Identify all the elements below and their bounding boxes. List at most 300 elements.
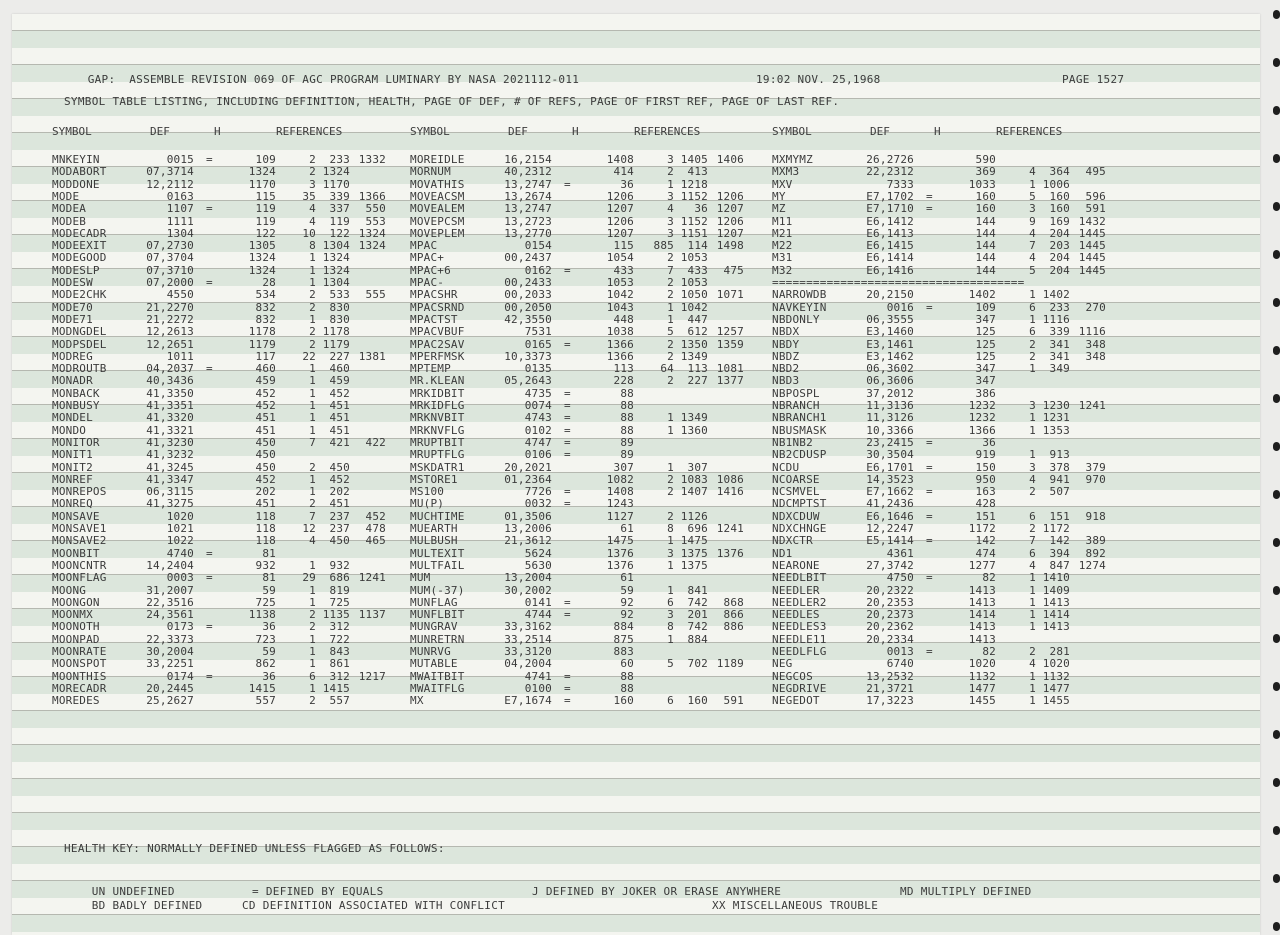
- cell-symbol: MU(P): [410, 497, 445, 511]
- cell-first: 113: [687, 362, 708, 376]
- cell-symbol: MPTEMP: [410, 362, 451, 376]
- cell-symbol: MOVATHIS: [410, 177, 465, 191]
- cell-page: 919: [975, 448, 996, 462]
- cell-symbol: MRKIDBIT: [410, 386, 465, 400]
- cell-first: 421: [329, 435, 350, 449]
- feed-hole: [1273, 586, 1280, 595]
- cell-last: 1241: [716, 522, 744, 535]
- cell-page: 1042: [606, 288, 634, 302]
- cell-page: 115: [255, 189, 276, 203]
- cell-health: =: [206, 546, 213, 560]
- cell-first: 160: [1049, 202, 1070, 216]
- cell-symbol: NCOARSE: [772, 472, 820, 486]
- cell-symbol: NEEDLBIT: [772, 571, 827, 585]
- cell-nrefs: 4: [1029, 472, 1036, 486]
- cell-def: 7726: [524, 485, 552, 499]
- cell-def: 22,3516: [146, 595, 194, 609]
- cell-page: 1413: [968, 632, 996, 646]
- cell-symbol: NEEDLFLG: [772, 645, 827, 658]
- cell-last: 866: [723, 608, 744, 622]
- cell-first: 204: [1049, 263, 1070, 277]
- cell-symbol: NARROWDB: [772, 288, 827, 302]
- cell-first: 1349: [680, 411, 708, 425]
- tractor-feed-holes: [1270, 0, 1280, 935]
- cell-nrefs: 1: [309, 276, 316, 289]
- cell-page: 1038: [606, 325, 634, 339]
- cell-def: 1011: [166, 349, 194, 363]
- cell-nrefs: 1: [309, 558, 316, 572]
- cell-nrefs: 1: [1029, 177, 1036, 191]
- cell-def: 30,2002: [504, 583, 552, 597]
- cell-page: 1413: [968, 583, 996, 597]
- cell-page: 82: [982, 571, 996, 585]
- cell-symbol: MODNGDEL: [52, 325, 107, 339]
- feed-hole: [1273, 922, 1280, 931]
- cell-symbol: NDXCDUW: [772, 509, 820, 523]
- cell-symbol: NBDX: [772, 325, 800, 339]
- cell-first: 1132: [1042, 669, 1070, 683]
- cell-nrefs: 2: [667, 374, 674, 388]
- cell-nrefs: 2: [309, 608, 316, 622]
- cell-symbol: MOONMX: [52, 608, 93, 622]
- cell-first: 1353: [1042, 423, 1070, 437]
- cell-first: 1405: [680, 153, 708, 166]
- cell-first: 460: [329, 362, 350, 376]
- cell-nrefs: 1: [309, 312, 316, 326]
- cell-symbol: NDCMPTST: [772, 497, 827, 511]
- cell-page: 88: [620, 423, 634, 437]
- table-row: [12, 474, 1260, 486]
- cell-first: 452: [329, 472, 350, 486]
- cell-page: 125: [975, 325, 996, 339]
- cell-health: =: [926, 571, 933, 585]
- cell-first: 202: [329, 485, 350, 499]
- cell-nrefs: 2: [309, 460, 316, 474]
- cell-nrefs: 2: [1029, 645, 1036, 658]
- cell-last: 495: [1085, 165, 1106, 179]
- cell-page: 1324: [248, 263, 276, 277]
- cell-def: 6740: [886, 657, 914, 671]
- cell-page: 884: [613, 620, 634, 634]
- cell-first: 1053: [680, 276, 708, 289]
- cell-page: 1127: [606, 509, 634, 523]
- cell-nrefs: 6: [309, 669, 316, 683]
- cell-page: 1054: [606, 251, 634, 265]
- cell-nrefs: 1: [309, 411, 316, 425]
- cell-nrefs: 1: [667, 534, 674, 548]
- cell-nrefs: 2: [1029, 522, 1036, 535]
- cell-last: 1257: [716, 325, 744, 339]
- cell-first: 1152: [680, 214, 708, 228]
- cell-first: 341: [1049, 349, 1070, 363]
- cell-page: 109: [975, 300, 996, 314]
- table-row: [12, 646, 1260, 658]
- cell-nrefs: 3: [667, 608, 674, 622]
- cell-first: 830: [329, 300, 350, 314]
- cell-page: 60: [620, 657, 634, 671]
- table-row: [12, 486, 1260, 498]
- cell-health: =: [926, 509, 933, 523]
- cell-page: 117: [255, 349, 276, 363]
- cell-nrefs: 8: [667, 620, 674, 634]
- cell-page: 160: [975, 189, 996, 203]
- cell-def: 0003: [166, 571, 194, 585]
- cell-last: 1416: [716, 485, 744, 499]
- cell-def: 22,2312: [866, 165, 914, 179]
- cell-def: 0013: [886, 645, 914, 658]
- cell-nrefs: 1: [1029, 362, 1036, 376]
- cell-def: 07,2000: [146, 276, 194, 289]
- cell-nrefs: 29: [302, 571, 316, 585]
- table-row: [12, 511, 1260, 523]
- cell-health: =: [206, 620, 213, 634]
- cell-def: 0163: [166, 189, 194, 203]
- cell-symbol: MUNRVG: [410, 645, 451, 658]
- cell-page: 118: [255, 534, 276, 548]
- cell-nrefs: 1: [667, 411, 674, 425]
- cell-nrefs: 1: [309, 251, 316, 265]
- cell-health: =: [564, 669, 571, 683]
- cell-def: 33,3162: [504, 620, 552, 634]
- cell-symbol: MSKDATR1: [410, 460, 465, 474]
- feed-hole: [1273, 778, 1280, 787]
- cell-nrefs: 3: [1029, 399, 1036, 412]
- cell-symbol: MONIT2: [52, 460, 93, 474]
- cell-nrefs: 12: [302, 522, 316, 535]
- cell-health: =: [206, 571, 213, 585]
- cell-nrefs: 4: [1029, 226, 1036, 240]
- cell-first: 722: [329, 632, 350, 646]
- table-row: [12, 535, 1260, 547]
- cell-page: 115: [613, 239, 634, 253]
- cell-symbol: NBD2: [772, 362, 800, 376]
- cell-last: 1274: [1078, 558, 1106, 572]
- cell-def: 0173: [166, 620, 194, 634]
- cell-page: 1366: [968, 423, 996, 437]
- cell-nrefs: 4: [667, 202, 674, 216]
- feed-hole: [1273, 10, 1280, 19]
- cell-nrefs: 9: [1029, 214, 1036, 228]
- cell-nrefs: 1: [309, 386, 316, 400]
- cell-first: 830: [329, 312, 350, 326]
- cell-page: 450: [255, 435, 276, 449]
- cell-nrefs: 6: [1029, 325, 1036, 339]
- cell-first: 160: [1049, 189, 1070, 203]
- cell-symbol: MUNRETRN: [410, 632, 465, 646]
- cell-last: 1217: [358, 669, 386, 683]
- cell-health: =: [564, 681, 571, 695]
- cell-page: 202: [255, 485, 276, 499]
- cell-first: 119: [329, 214, 350, 228]
- cell-nrefs: 2: [309, 300, 316, 314]
- cell-nrefs: 1: [309, 632, 316, 646]
- cell-nrefs: 1: [309, 374, 316, 388]
- table-row: [12, 265, 1260, 277]
- cell-nrefs: 2: [1029, 337, 1036, 351]
- table-row: [12, 289, 1260, 301]
- cell-first: 1218: [680, 177, 708, 191]
- cell-nrefs: 10: [302, 226, 316, 240]
- cell-def: 0100: [524, 681, 552, 695]
- cell-def: 4361: [886, 546, 914, 560]
- cell-def: 41,3245: [146, 460, 194, 474]
- cell-nrefs: 2: [667, 165, 674, 179]
- cell-page: 723: [255, 632, 276, 646]
- cell-page: 590: [975, 153, 996, 166]
- cell-page: 88: [620, 411, 634, 425]
- cell-nrefs: 1: [309, 681, 316, 695]
- cell-def: 20,2334: [866, 632, 914, 646]
- cell-def: 1107: [166, 202, 194, 216]
- cell-last: 1207: [716, 202, 744, 216]
- cell-last: 422: [365, 435, 386, 449]
- cell-def: 4743: [524, 411, 552, 425]
- cell-first: 237: [329, 522, 350, 535]
- cell-first: 151: [1049, 509, 1070, 523]
- table-row: [12, 388, 1260, 400]
- cell-def: 20,2021: [504, 460, 552, 474]
- cell-last: 1189: [716, 657, 744, 671]
- cell-last: 1359: [716, 337, 744, 351]
- cell-first: 378: [1049, 460, 1070, 474]
- cell-page: 1020: [968, 657, 996, 671]
- cell-symbol: NB2CDUSP: [772, 448, 827, 462]
- cell-first: 339: [329, 189, 350, 203]
- cell-page: 1413: [968, 595, 996, 609]
- cell-health: =: [564, 485, 571, 499]
- cell-first: 227: [329, 349, 350, 363]
- cell-def: 0106: [524, 448, 552, 462]
- cell-def: E6,1701: [866, 460, 914, 474]
- cell-def: E3,1460: [866, 325, 914, 339]
- cell-nrefs: 7: [1029, 534, 1036, 548]
- cell-symbol: M32: [772, 263, 793, 277]
- cell-symbol: MONREPOS: [52, 485, 107, 499]
- cell-health: =: [564, 423, 571, 437]
- table-row: [12, 437, 1260, 449]
- feed-hole: [1273, 826, 1280, 835]
- cell-nrefs: 35: [302, 189, 316, 203]
- cell-nrefs: 2: [667, 288, 674, 302]
- cell-page: 144: [975, 263, 996, 277]
- cell-symbol: MSTORE1: [410, 472, 458, 486]
- cell-symbol: NBDONLY: [772, 312, 820, 326]
- cell-first: 1172: [1042, 522, 1070, 535]
- cell-symbol: MPACSRND: [410, 300, 465, 314]
- cell-def: 33,2251: [146, 657, 194, 671]
- cell-first: 142: [1049, 534, 1070, 548]
- cell-nrefs: 3: [1029, 202, 1036, 216]
- cell-first: 233: [1049, 300, 1070, 314]
- cell-symbol: MPAC-: [410, 276, 445, 289]
- cell-last: 1445: [1078, 263, 1106, 277]
- cell-def: 13,2747: [504, 202, 552, 216]
- cell-def: 20,2445: [146, 681, 194, 695]
- cell-first: 337: [329, 202, 350, 216]
- cell-first: 114: [687, 239, 708, 253]
- cell-first: 702: [687, 657, 708, 671]
- cell-symbol: NEEDLE11: [772, 632, 827, 646]
- cell-first: 557: [329, 694, 350, 708]
- cell-nrefs: 1: [1029, 620, 1036, 634]
- cell-last: 555: [365, 288, 386, 302]
- cell-nrefs: 6: [667, 694, 674, 708]
- cell-symbol: NEARONE: [772, 558, 820, 572]
- cell-symbol: NBRANCH1: [772, 411, 827, 425]
- cell-page: 1477: [968, 681, 996, 695]
- cell-page: 386: [975, 386, 996, 400]
- cell-page: 92: [620, 608, 634, 622]
- cell-def: 00,2050: [504, 300, 552, 314]
- table-row: [12, 228, 1260, 240]
- cell-health: =: [206, 153, 213, 166]
- cell-symbol: MOREDES: [52, 694, 100, 708]
- cell-page: 1408: [606, 485, 634, 499]
- cell-def: 06,3602: [866, 362, 914, 376]
- col-symbol-3: SYMBOL: [772, 125, 812, 138]
- cell-first: 612: [687, 325, 708, 339]
- cell-page: 347: [975, 362, 996, 376]
- cell-symbol: MR.KLEAN: [410, 374, 465, 388]
- cell-health: =: [564, 694, 571, 708]
- cell-def: 30,3504: [866, 448, 914, 462]
- col-def-3: DEF: [870, 125, 890, 138]
- cell-first: 204: [1049, 251, 1070, 265]
- cell-page: 118: [255, 509, 276, 523]
- cell-last: 868: [723, 595, 744, 609]
- cell-symbol: MONDEL: [52, 411, 93, 425]
- cell-health: =: [564, 448, 571, 462]
- cell-first: 413: [687, 165, 708, 179]
- cell-symbol: MOONCNTR: [52, 558, 107, 572]
- cell-first: 843: [329, 645, 350, 658]
- cell-page: 1033: [968, 177, 996, 191]
- cell-page: 1179: [248, 337, 276, 351]
- cell-def: 06,3555: [866, 312, 914, 326]
- cell-page: 1305: [248, 239, 276, 253]
- cell-first: 819: [329, 583, 350, 597]
- cell-symbol: MUCHTIME: [410, 509, 465, 523]
- cell-symbol: MPAC+6: [410, 263, 451, 277]
- cell-symbol: MS100: [410, 485, 445, 499]
- feed-hole: [1273, 298, 1280, 307]
- cell-symbol: MRKNVBIT: [410, 411, 465, 425]
- cell-def: 04,2037: [146, 362, 194, 376]
- cell-symbol: MOONOTH: [52, 620, 100, 634]
- cell-page: 347: [975, 374, 996, 388]
- cell-first: 1006: [1042, 177, 1070, 191]
- cell-def: 20,2362: [866, 620, 914, 634]
- cell-nrefs: 1: [667, 583, 674, 597]
- cell-symbol: MODE2CHK: [52, 288, 107, 302]
- cell-page: 451: [255, 497, 276, 511]
- cell-nrefs: 1: [667, 632, 674, 646]
- cell-symbol: MODE: [52, 189, 80, 203]
- cell-last: 918: [1085, 509, 1106, 523]
- cell-def: 21,2270: [146, 300, 194, 314]
- cell-health: =: [564, 177, 571, 191]
- cell-page: 59: [262, 583, 276, 597]
- cell-page: 228: [613, 374, 634, 388]
- cell-nrefs: 1: [1029, 423, 1036, 437]
- cell-last: 1071: [716, 288, 744, 302]
- cell-page: 144: [975, 251, 996, 265]
- cell-page: 474: [975, 546, 996, 560]
- cell-def: 13,2747: [504, 177, 552, 191]
- cell-nrefs: 7: [1029, 239, 1036, 253]
- cell-symbol: MUNFLBIT: [410, 608, 465, 622]
- cell-nrefs: 1: [1029, 694, 1036, 708]
- cell-symbol: MPAC2SAV: [410, 337, 465, 351]
- cell-last: 550: [365, 202, 386, 216]
- cell-symbol: NBUSMASK: [772, 423, 827, 437]
- cell-first: 1020: [1042, 657, 1070, 671]
- cell-page: 875: [613, 632, 634, 646]
- cell-page: 1414: [968, 608, 996, 622]
- health-key-un: UN UNDEFINED: [91, 885, 175, 898]
- cell-first: 1053: [680, 251, 708, 265]
- cell-nrefs: 2: [309, 620, 316, 634]
- cell-def: 24,3561: [146, 608, 194, 622]
- cell-page: 119: [255, 214, 276, 228]
- cell-first: 1178: [322, 325, 350, 339]
- cell-def: 10,3366: [866, 423, 914, 437]
- cell-last: 1137: [358, 608, 386, 622]
- table-row: [12, 351, 1260, 363]
- cell-nrefs: 2: [309, 694, 316, 708]
- cell-first: 533: [329, 288, 350, 302]
- cell-def: 41,3320: [146, 411, 194, 425]
- cell-def: 4747: [524, 435, 552, 449]
- cell-nrefs: 4: [309, 214, 316, 228]
- cell-page: 88: [620, 681, 634, 695]
- table-row: [12, 621, 1260, 633]
- cell-page: 1455: [968, 694, 996, 708]
- cell-def: 27,3742: [866, 558, 914, 572]
- cell-symbol: MNKEYIN: [52, 153, 100, 166]
- cell-health: =: [926, 435, 933, 449]
- cell-nrefs: 1: [1029, 583, 1036, 597]
- cell-def: 11,3136: [866, 399, 914, 412]
- cell-def: E7,1710: [866, 202, 914, 216]
- cell-def: 0032: [524, 497, 552, 511]
- cell-first: 1126: [680, 509, 708, 523]
- cell-page: 1132: [968, 669, 996, 683]
- cell-nrefs: 7: [309, 509, 316, 523]
- cell-page: 1178: [248, 325, 276, 339]
- cell-symbol: NCSMVEL: [772, 485, 820, 499]
- cell-first: 1083: [680, 472, 708, 486]
- cell-def: 40,2312: [504, 165, 552, 179]
- cell-page: 36: [262, 669, 276, 683]
- cell-last: 1445: [1078, 251, 1106, 265]
- cell-symbol: MY: [772, 189, 786, 203]
- cell-last: 1241: [1078, 399, 1106, 412]
- cell-def: 16,2154: [504, 153, 552, 166]
- cell-first: 696: [687, 522, 708, 535]
- cell-def: 04,2004: [504, 657, 552, 671]
- cell-symbol: NB1NB2: [772, 435, 813, 449]
- cell-nrefs: 2: [309, 497, 316, 511]
- cell-page: 150: [975, 460, 996, 474]
- cell-symbol: MUTABLE: [410, 657, 458, 671]
- table-row: [12, 375, 1260, 387]
- cell-symbol: M21: [772, 226, 793, 240]
- cell-nrefs: 2: [667, 472, 674, 486]
- cell-page: 428: [975, 497, 996, 511]
- col-refs-2: REFERENCES: [634, 125, 701, 138]
- cell-def: 0135: [524, 362, 552, 376]
